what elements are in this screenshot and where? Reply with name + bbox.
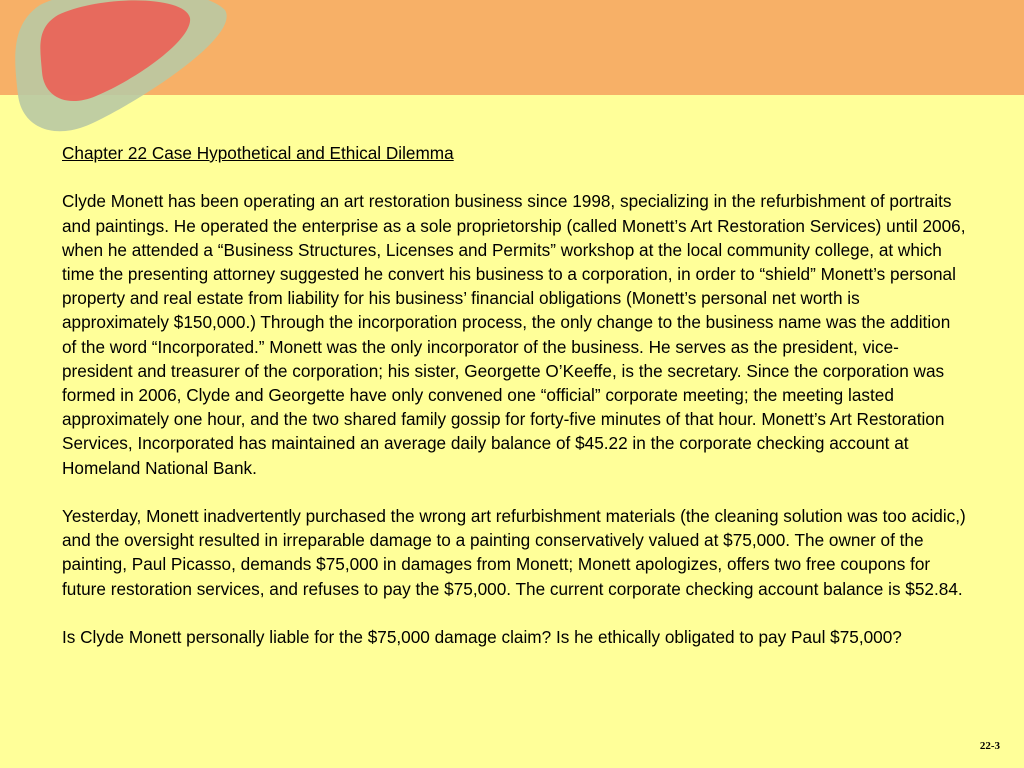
slide-title: Chapter 22 Case Hypothetical and Ethical Dilemma <box>62 143 454 163</box>
slide-content <box>62 141 967 649</box>
case-paragraph-background: Clyde Monett has been operating an art restoration business since 1998, specializing in the refurbishment of portraits and paintings. He operated the enterprise as a sole proprietorship (called Monett’s Art Restoration Services) until 2006, when he attended a “Business Structures, Licenses and Permits” workshop at the local community college, at which time the presenting attorney suggested he convert his business to a corporation, in order to “shield” Monett’s personal property and real estate from liability for his business’ financial obligations (Monett’s personal net worth is approximately $150,000.) Through the incorporation process, the only change to the business name was the addition of the word “Incorporated.” Monett was the only incorporator of the business. He serves as the president, vice-president and treasurer of the corporation; his sister, Georgette O’Keeffe, is the secretary. Since the corporation was formed in 2006, Clyde and Georgette have only convened one “official” corporate meeting; the meeting lasted approximately one hour, and the two shared family gossip for forty-five minutes of that hour. Monett’s Art Restoration Services, Incorporated has maintained an average daily balance of $45.22 in the corporate checking account at Homeland National Bank. <box>62 191 966 478</box>
page-number: 22-3 <box>979 740 1000 752</box>
header-band <box>0 0 1024 95</box>
case-paragraph-incident: Yesterday, Monett inadvertently purchased the wrong art refurbishment materials (the cleaning solution was too acidic,) and the oversight resulted in irreparable damage to a painting conservatively valued at $75,000. The owner of the painting, Paul Picasso, demands $75,000 in damages from Monett; Monett apologizes, offers two free coupons for future restoration services, and refuses to pay the $75,000. The current corporate checking account balance is $52.84. <box>62 506 966 599</box>
case-paragraph-question: Is Clyde Monett personally liable for the $75,000 damage claim? Is he ethically obligated to pay Paul $75,000? <box>62 627 902 648</box>
